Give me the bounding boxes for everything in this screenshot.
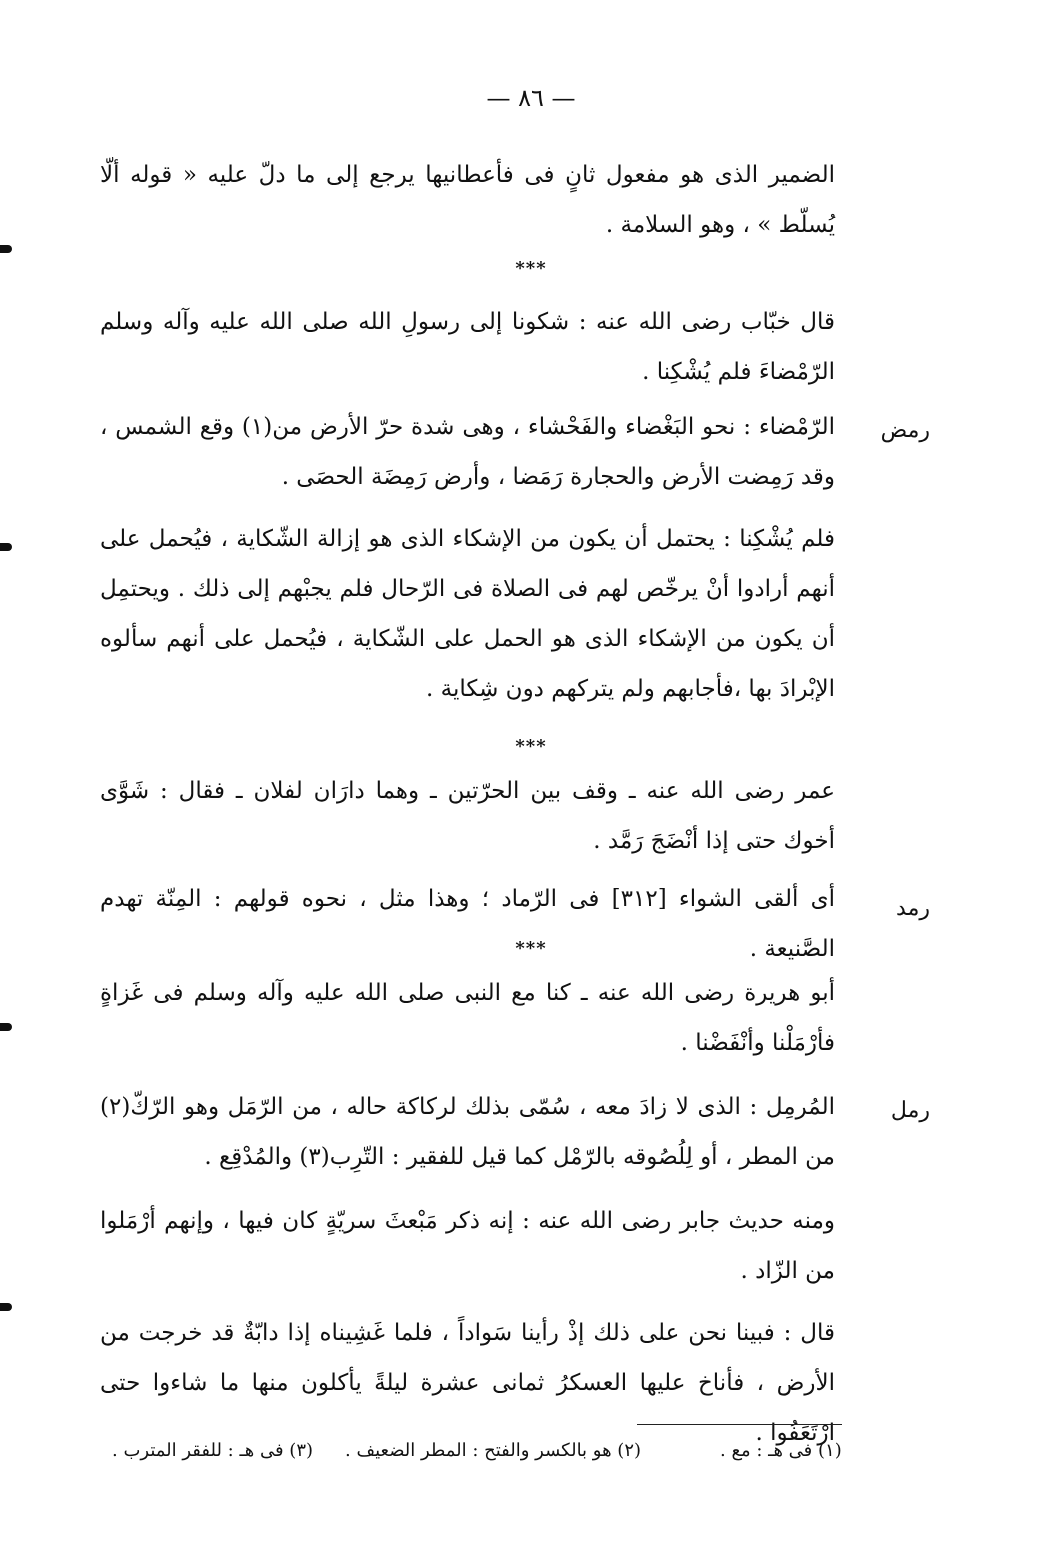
paragraph-7: أبو هريرة رضى الله عنه ـ كنا مع النبى صلى الله عليه وآله وسلم فى غَزاةٍ فأرْمَلْنا وأنْفَضْنا . xyxy=(100,980,835,1056)
root-word-ramad: رمد xyxy=(896,896,930,921)
paragraph-3: الرّمْضاء : نحو البَغْضاء والفَحْشاء ، وهى شدة حرّ الأرض من(١) وقع الشمس ، وقد رَمِضت الأرض والحجارة رَمَضا ، وأرض رَمِضَة الحصَى . xyxy=(100,414,835,490)
paragraph-2: قال خبّاب رضى الله عنه : شكونا إلى رسولِ الله صلى الله عليه وآله وسلم الرّمْضاءَ فلم يُشْكِنا . xyxy=(100,309,835,385)
section-separator: *** xyxy=(515,938,547,959)
root-word-ramal: رمل xyxy=(890,1098,930,1123)
paragraph-4: فلم يُشْكِنا : يحتمل أن يكون من الإشكاء الذى هو إزالة الشّكاية ، فيُحمل على أنهم أرادوا أنْ يرخّص لهم فى الصلاة فى الرّحال فلم يجبْهم إلى ذلك . ويحتمِل أن يكون من الإشكاء الذى هو الحمل على الشّكاية ، فيُحمل على أنهم سألوه الإبْرادَ بها ،فأجابهم ولم يتركهم دون شِكاية . xyxy=(100,526,835,702)
footnote-1: (١) فى هـ : مع . xyxy=(720,1440,842,1461)
binding-mark xyxy=(0,543,12,551)
page-number: — ٨٦ — xyxy=(486,84,576,112)
section-separator: *** xyxy=(515,258,547,279)
paragraph-5: عمر رضى الله عنه ـ وقف بين الحرّتين ـ وهما دارَان لفلان ـ فقال : شَوَّى أخوك حتى إذا أنْضَجَ رَمَّد . xyxy=(100,778,835,854)
footnote-2: (٢) هو بالكسر والفتح : المطر الضعيف . xyxy=(345,1440,642,1461)
paragraph-1: الضمير الذى هو مفعول ثانٍ فى فأعطانيها يرجع إلى ما دلّ عليه « قوله ألّا يُسلّط » ، وهو السلامة . xyxy=(100,162,835,238)
binding-mark xyxy=(0,1303,12,1311)
paragraph-6: أى ألقى الشواء [٣١٢] فى الرّماد ؛ وهذا مثل ، نحوه قولهم : المِنّة تهدم الصَّنيعة . xyxy=(100,886,835,962)
paragraph-9: ومنه حديث جابر رضى الله عنه : إنه ذكر مَبْعثَ سريّةٍ كان فيها ، وإنهم أرْمَلوا من الزّاد . xyxy=(100,1208,835,1284)
paragraph-8: المُرمِل : الذى لا زادَ معه ، سُمّى بذلك لركاكة حاله ، من الرّمَل وهو الرّكّ(٢) من المطر ، أو لِلُصُوقه بالرّمْل كما قيل للفقير : التّرِب(٣) والمُدْقِع . xyxy=(100,1094,835,1170)
binding-mark xyxy=(0,245,12,253)
footnote-rule xyxy=(637,1424,842,1425)
footnote-3: (٣) فى هـ : للفقر المترب . xyxy=(112,1440,314,1461)
root-word-ramad-heat: رمض xyxy=(880,418,930,443)
binding-mark xyxy=(0,1023,12,1031)
section-separator: *** xyxy=(515,736,547,757)
paragraph-10: قال : فبينا نحن على ذلك إذْ رأينا سَواداً ، فلما غَشِيناه إذا دابّةٌ قد خرجت من الأرض ، فأناخ عليها العسكرُ ثمانى عشرة ليلةً يأكلون منها ما شاءوا حتى ارْتَعَفُوا . xyxy=(100,1320,835,1446)
